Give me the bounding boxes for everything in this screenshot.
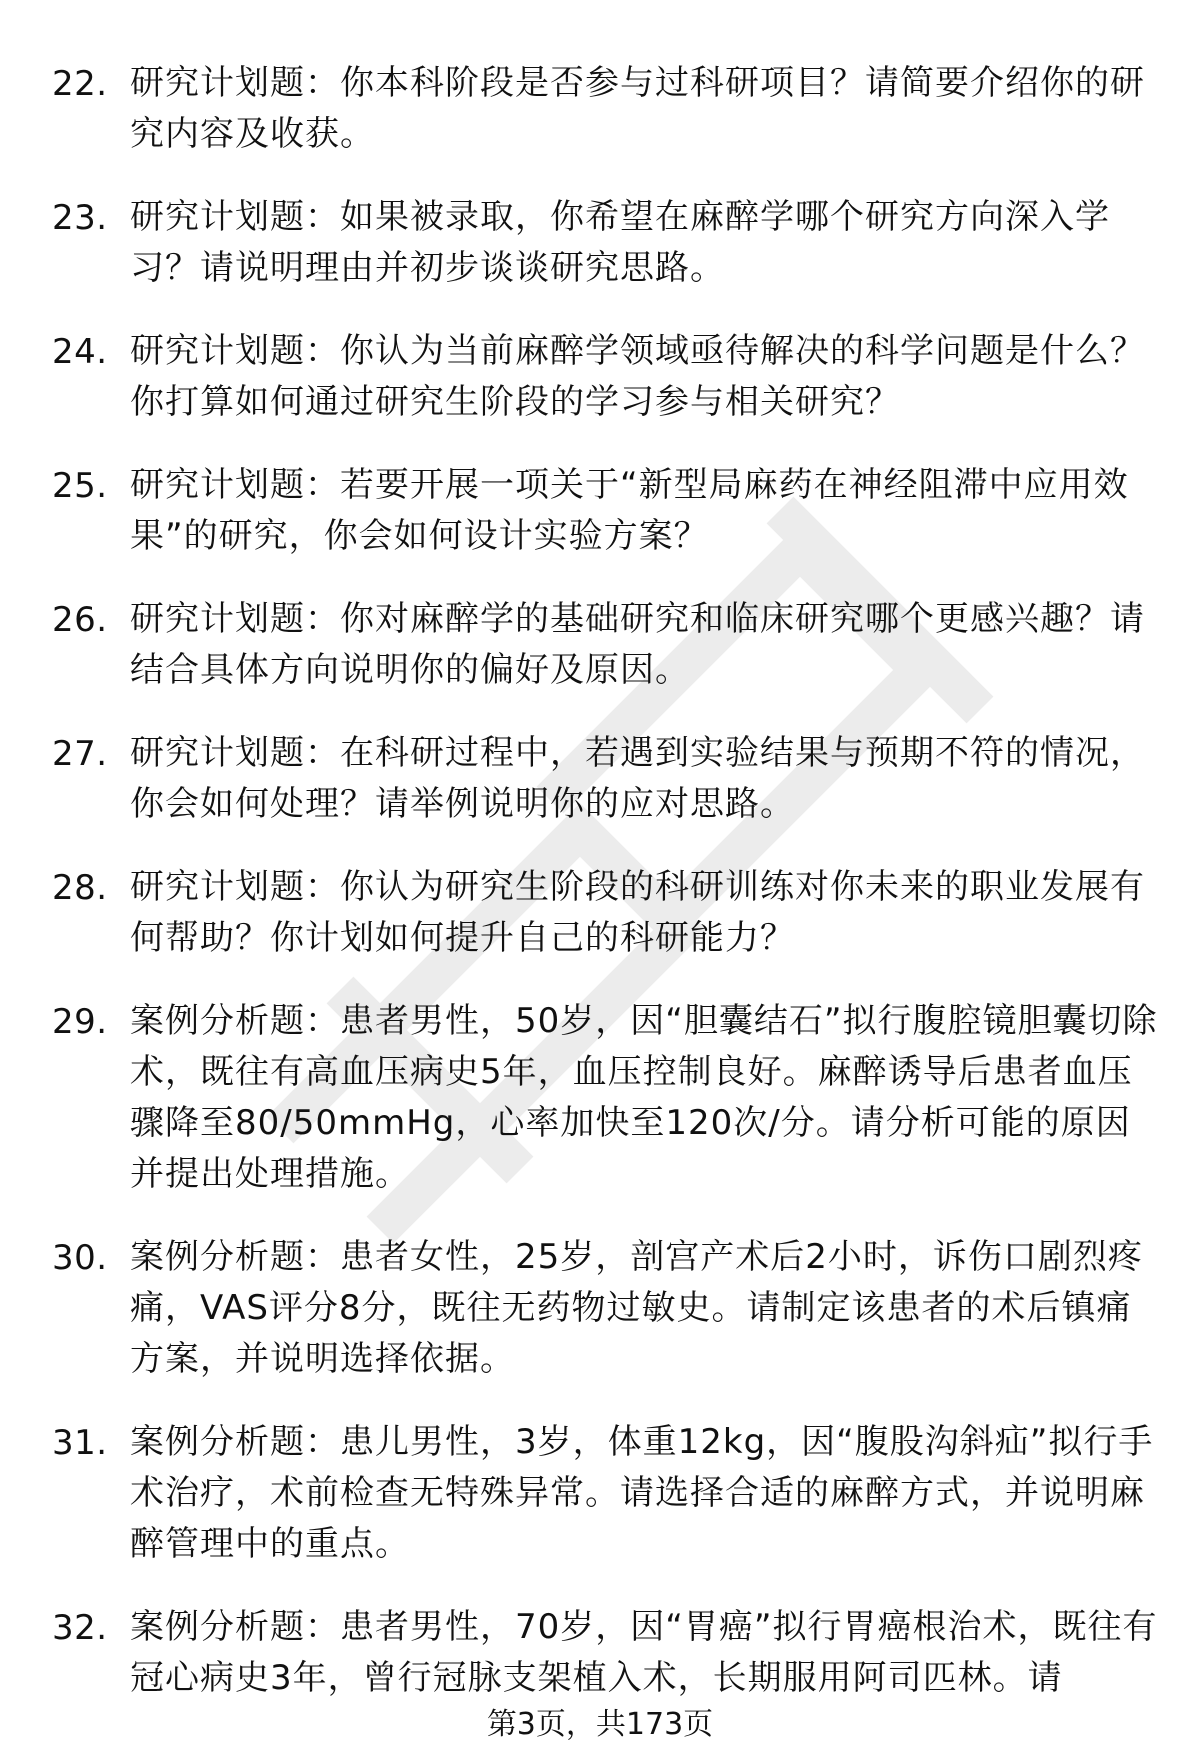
question-list	[0, 58, 1200, 1736]
question-item	[0, 1602, 1200, 1704]
question-number: 22.	[52, 64, 108, 104]
page-footer: 第3页，共173页	[486, 1707, 714, 1742]
question-item	[0, 728, 1200, 830]
question-number: 25.	[52, 466, 108, 506]
question-number: 32.	[52, 1608, 108, 1648]
question-item	[0, 996, 1200, 1200]
question-number: 29.	[52, 1002, 108, 1042]
question-text: 研究计划题：在科研过程中，若遇到实验结果与预期不符的情况，你会如何处理？请举例说明你的应对思路。	[130, 733, 1145, 824]
question-number: 26.	[52, 600, 108, 640]
question-number: 24.	[52, 332, 108, 372]
question-number: 30.	[52, 1238, 108, 1278]
question-item	[0, 1232, 1200, 1385]
question-text: 研究计划题：你对麻醉学的基础研究和临床研究哪个更感兴趣？请结合具体方向说明你的偏好及原因。	[130, 599, 1145, 690]
question-text: 案例分析题：患儿男性，3岁，体重12kg，因“腹股沟斜疝”拟行手术治疗，术前检查无特殊异常。请选择合适的麻醉方式，并说明麻醉管理中的重点。	[130, 1422, 1154, 1564]
question-item	[0, 326, 1200, 428]
question-text: 研究计划题：你本科阶段是否参与过科研项目？请简要介绍你的研究内容及收获。	[130, 63, 1145, 154]
question-text: 研究计划题：你认为当前麻醉学领域亟待解决的科学问题是什么？你打算如何通过研究生阶段的学习参与相关研究？	[130, 331, 1145, 422]
question-item	[0, 460, 1200, 562]
question-item	[0, 594, 1200, 696]
question-item	[0, 862, 1200, 964]
question-number: 23.	[52, 198, 108, 238]
question-item	[0, 192, 1200, 294]
question-number: 31.	[52, 1423, 108, 1463]
question-item	[0, 58, 1200, 160]
question-number: 28.	[52, 868, 108, 908]
question-item	[0, 1417, 1200, 1570]
question-text: 案例分析题：患者男性，70岁，因“胃癌”拟行胃癌根治术，既往有冠心病史3年，曾行冠脉支架植入术，长期服用阿司匹林。请	[130, 1607, 1158, 1698]
question-text: 研究计划题：若要开展一项关于“新型局麻药在神经阻滞中应用效果”的研究，你会如何设计实验方案？	[130, 465, 1129, 556]
question-text: 案例分析题：患者女性，25岁，剖宫产术后2小时，诉伤口剧烈疼痛，VAS评分8分，既往无药物过敏史。请制定该患者的术后镇痛方案，并说明选择依据。	[130, 1237, 1143, 1379]
question-number: 27.	[52, 734, 108, 774]
question-text: 研究计划题：你认为研究生阶段的科研训练对你未来的职业发展有何帮助？你计划如何提升自己的科研能力？	[130, 867, 1145, 958]
question-text: 研究计划题：如果被录取，你希望在麻醉学哪个研究方向深入学习？请说明理由并初步谈谈研究思路。	[130, 197, 1110, 288]
question-text: 案例分析题：患者男性，50岁，因“胆囊结石”拟行腹腔镜胆囊切除术，既往有高血压病史5年，血压控制良好。麻醉诱导后患者血压骤降至80/50mmHg，心率加快至120次/分。请分析可能的原因并提出处理措施。	[130, 1001, 1158, 1194]
